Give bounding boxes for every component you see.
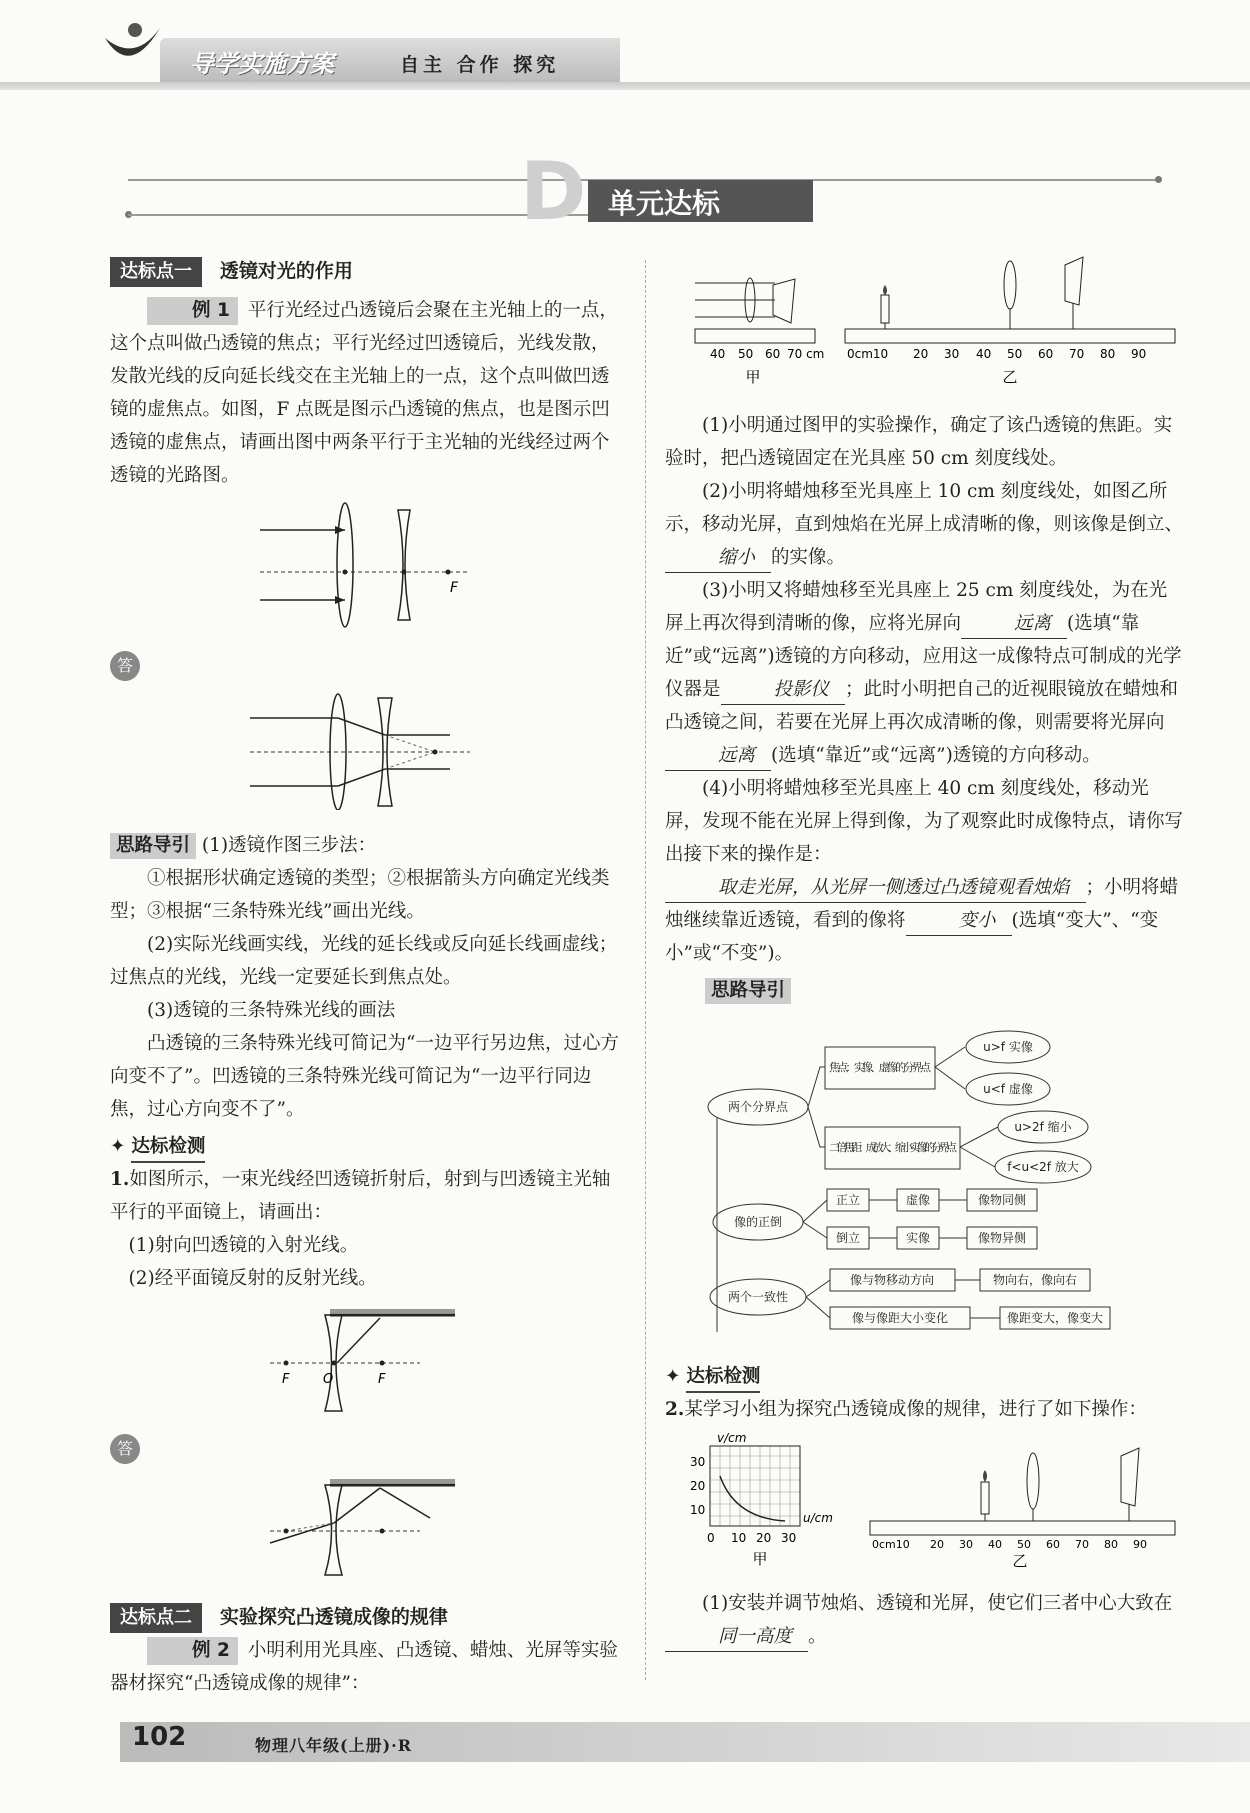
tick-label: 50 [1007,347,1023,361]
tick-label: 30 [781,1531,797,1545]
graph-y-label: v/cm [717,1431,747,1445]
mindmap-node: 像距变大，像变大 [1006,1311,1104,1325]
page-header [0,0,1250,95]
check2-s1-text: 。 [808,1626,827,1647]
guide1-l4: (3)透镜的三条特殊光线的画法 [147,1000,396,1021]
mindmap-node: 像与像距大小变化 [851,1311,949,1325]
tick-label: 20 [913,347,929,361]
mindmap-node: 像物同侧 [977,1193,1027,1207]
mindmap-node: 倒立 [835,1231,861,1245]
tick-label: 10 [690,1503,706,1517]
column-divider [645,260,646,1680]
answer-blank: 缩小 [665,544,771,573]
tick-label: 90 [1133,1538,1147,1551]
right-q3-text: ；此时小明把自己的近视眼镜放在蜡烛和凸透镜之间，若要在光屏上再次成清晰的像，则需要将光屏向 [665,679,1179,733]
mindmap-node: 二倍焦距：成放大、缩小实像的分界点 [829,1141,957,1154]
check2-label: 达标检测 [686,1363,760,1393]
tick-label: 70 [1075,1538,1089,1551]
check1-label: 达标检测 [131,1133,205,1163]
tick-label: 60 [1038,347,1054,361]
right-q3-text: (3)小明又将蜡烛移至光具座上 25 cm 刻度线处，为在光屏上再次得到清晰的像，应将光屏向 [665,580,1168,634]
right-q4-text: ；小明将蜡烛继续靠近透镜，看到的像将 [665,877,1179,931]
fig-jia-label: 甲 [745,368,761,386]
answer-blank: 同一高度 [665,1623,808,1652]
experiment-figure [665,1426,1185,1576]
mirror-diagram-question [110,1303,625,1413]
guide2-label: 思路导引 [705,978,791,1004]
mindmap-node: 像物异侧 [977,1231,1027,1245]
tick-label: 60 [765,347,781,361]
tick-label: 0 [707,1531,715,1545]
right-q4-text: (4)小明将蜡烛移至光具座上 40 cm 刻度线处，移动光屏，发现不能在光屏上得到像，为了观察此时成像特点，请你写出接下来的操作是： [665,778,1184,865]
example2-text: 小明利用光具座、凸透镜、蜡烛、光屏等实验器材探究“凸透镜成像的规律”： [110,1640,618,1694]
header-rule [0,82,1250,90]
right-column: 40 50 60 70 cm 甲 0cm10 20 30 40 50 60 70 80 90 乙 (1)小明通过图甲的实验操作，确定了该凸透镜的焦距。实验时，把凸透镜固定在光具座 50 cm 刻度线处。 (2)小明将蜡烛移至光具座上 10 cm 刻度线处，如图乙所示，移动光屏，直到烛焰在光屏上成清晰的像，则该像是倒立、缩小 的实像。 (3)小明又将蜡烛移至光具座上 25 cm 刻度线处，为在光屏上再次得到清晰的像，应将光屏向 远离 (选填“靠近”或“远离”)透镜的方向移动，应用这一成像特点可制成的光学仪器是 投影仪 ；此时小明把自己的近视眼镜放在蜡烛和凸透镜之间，若要在光屏上再次成清晰的像，则需要将光屏向远离 (选填“靠近”或“远离”)透镜的方向移动。 (4)小明将蜡烛移至光具座上 40 cm 刻度线处，移动光屏，发现不能在光屏上得到像，为了观察此时成像特点，请你写出接下来的操作是：取走光屏，从光屏一侧透过凸透镜观看烛焰 ；小明将蜡烛继续靠近透镜，看到的像将 变小 (选填“变大”、“变小”或“不变”)。 思路导引 两个分界点 焦点：实像、虚像的分界点 u>f 实像 u<f 虚像 二倍焦距：成放大、缩小实像的分界点 u>2f 缩小 f<u<2f 放大 像的正倒 正立 虚像 像物同侧 倒立 实像 像物异侧 两个一致性 像与物移动方向 物向右，像向右 像与像距大小变化 像距变大，像变大 ✦ 达标检测 2.某学习小组为探究凸透镜成像的规律，进行了如下操作： v/cm u/cm 30 20 10 0 10 20 30 甲 0cm10 20 30 40 50 60 70 80 90 乙 (1)安装并调节烛焰、透镜和光屏，使它们三者中心大致在同一高度 。 [665,255,1185,1653]
unit-rule-left [128,214,588,216]
lens-diagram-question [110,500,625,630]
focus-label: F [450,580,459,596]
page-number: 102 [132,1722,187,1752]
right-q2-text: 的实像。 [771,547,846,568]
fig-yi-label: 乙 [1012,1552,1028,1570]
answer-badge: 答 [110,651,140,681]
rule-dot [1155,176,1162,183]
mindmap-node: 像与物移动方向 [849,1273,935,1287]
tick-label: 0cm10 [872,1538,910,1551]
mindmap-node: u<f 虚像 [983,1082,1033,1096]
tick-label: 60 [1046,1538,1060,1551]
tick-label: 80 [1104,1538,1118,1551]
tick-label: 90 [1131,347,1147,361]
lens-diagram-answer [110,690,625,810]
guide1-label: 思路导引 [110,833,196,859]
mindmap-node: u>f 实像 [983,1040,1033,1054]
tick-label: 20 [756,1531,772,1545]
guide1-l2: ①根据形状确定透镜的类型；②根据箭头方向确定光线类型；③根据“三条特殊光线”画出光线。 [110,868,610,922]
check2-question: 某学习小组为探究凸透镜成像的规律，进行了如下操作： [684,1399,1147,1420]
tick-label: 10 [731,1531,747,1545]
answer-blank: 变小 [906,907,1012,936]
header-title: 导学实施方案 [190,50,334,78]
tick-label: 20 [930,1538,944,1551]
tick-label: 30 [690,1455,706,1469]
answer-blank: 远离 [665,742,771,771]
guide1-l5: 凸透镜的三条特殊光线可简记为“一边平行另边焦，过心方向变不了”。凹透镜的三条特殊光线可简记为“一边平行同边焦，过心方向变不了”。 [110,1033,619,1120]
tick-label: 20 [690,1479,706,1493]
example1-label: 例 1 [147,297,238,325]
fig-yi-label: 乙 [1002,368,1018,386]
tick-label: 50 [738,347,754,361]
mindmap-node: 虚像 [905,1193,931,1207]
tick-label: 40 [988,1538,1002,1551]
tick-label: 50 [1017,1538,1031,1551]
tick-label: 40 [976,347,992,361]
mindmap-node: 两个一致性 [727,1290,789,1304]
answer-blank: 远离 [961,610,1067,639]
fig-jia-label: 甲 [752,1550,768,1568]
point1-tag: 达标点一 [110,257,202,287]
mirror-diagram-answer [110,1473,625,1578]
check1-question: 如图所示，一束光线经凹透镜折射后，射到与凹透镜主光轴平行的平面镜上，请画出： [110,1169,611,1223]
optical-bench-figure [665,255,1185,390]
graph-x-label: u/cm [803,1511,833,1525]
point1-title: 透镜对光的作用 [219,260,353,282]
check1-a: (1)射向凹透镜的入射光线。 [128,1235,359,1256]
check2-num: 2. [665,1399,685,1420]
right-q1: (1)小明通过图甲的实验操作，确定了该凸透镜的焦距。实验时，把凸透镜固定在光具座 50 cm 刻度线处。 [665,415,1173,469]
check2-s1-text: (1)安装并调节烛焰、透镜和光屏，使它们三者中心大致在 [702,1593,1173,1614]
tick-label: 40 [710,347,726,361]
mindmap-node: 两个分界点 [727,1100,789,1114]
mindmap-node: f<u<2f 放大 [1007,1160,1079,1174]
mindmap-node: 实像 [905,1231,931,1245]
point2-tag: 达标点二 [110,1603,202,1633]
mindmap-node: 正立 [835,1193,861,1207]
point2-title: 实验探究凸透镜成像的规律 [219,1606,448,1628]
tick-label: 30 [944,347,960,361]
left-column: 达标点一 透镜对光的作用 例 1 平行光经过凸透镜后会聚在主光轴上的一点，这个点叫做凸透镜的焦点；平行光经过凹透镜后，光线发散，发散光线的反向延长线交在主光轴上的一点，这个点叫做凹透镜的虚焦点。如图，F 点既是图示凸透镜的焦点，也是图示凹透镜的虚焦点，请画出图中两条平行于主光轴的光线经过两个透镜的光路图。 F 答 思路导引 (1)透镜作图三步法： ①根据形状确定透镜的类型；②根据箭头方向确定光线类型；③根据“三条特殊光线”画出光线。 (2)实际光线画实线，光线的延长线或反向延长线画虚线；过焦点的光线，光线一定要延长到焦点处。 (3)透镜的三条特殊光线的画法 凸透镜的三条特殊光线可简记为“一边平行另边焦，过心方向变不了”。凹透镜的三条特殊光线可简记为“一边平行同边焦，过心方向变不了”。 ✦ 达标检测 1.如图所示，一束光线经凹透镜折射后，射到与凹透镜主光轴平行的平面镜上，请画出： (1)射向凹透镜的入射光线。 (2)经平面镜反射的反射光线。 F O F 答 达标点二 实验探究凸透镜成像的规律 例 2 小明利用光具座、凸透镜、蜡烛、光屏等实验器材探究“凸透镜成像的规律”： [110,255,625,1700]
answer-blank: 取走光屏，从光屏一侧透过凸透镜观看烛焰 [665,874,1086,903]
tick-label: 70 cm [787,347,825,361]
focus-label: F [282,1372,290,1387]
guide1-l3: (2)实际光线画实线，光线的延长线或反向延长线画虚线；过焦点的光线，光线一定要延长到焦点处。 [110,934,618,988]
answer-blank: 投影仪 [721,676,846,705]
example2-label: 例 2 [147,1637,238,1665]
example1-text: 平行光经过凸透镜后会聚在主光轴上的一点，这个点叫做凸透镜的焦点；平行光经过凹透镜后，光线发散，发散光线的反向延长线交在主光轴上的一点，这个点叫做凹透镜的虚焦点。如图，F 点既是图示凸透镜的焦点，也是图示凹透镜的虚焦点，请画出图中两条平行于主光轴的光线经过两个透镜的光路图。 [110,300,618,486]
tick-label: 0cm10 [847,347,889,361]
right-q3-text: (选填“靠近”或“远离”)透镜的方向移动。 [771,745,1101,766]
mind-map [665,1007,1185,1347]
focus-label: F [378,1372,386,1387]
right-q4-text: (选填“变大”、“变小”或“不变”)。 [665,910,1159,964]
tick-label: 30 [959,1538,973,1551]
unit-title: 单元达标 [608,187,721,220]
check1-b: (2)经平面镜反射的反射光线。 [128,1268,377,1289]
mindmap-node: 焦点：实像、虚像的分界点 [829,1061,931,1074]
answer-badge: 答 [110,1434,140,1464]
header-tags: 自主 合作 探究 [400,54,560,76]
guide1-l1: (1)透镜作图三步法： [201,835,377,856]
right-q2-text: (2)小明将蜡烛移至光具座上 10 cm 刻度线处，如图乙所示，移动光屏，直到烛焰在光屏上成清晰的像，则该像是倒立、 [665,481,1184,535]
center-label: O [323,1372,334,1387]
unit-letter: D [520,145,587,238]
book-title: 物理八年级(上册)·R [255,1736,413,1755]
mindmap-node: 物向右，像向右 [992,1273,1078,1287]
right-q3-text: (选填“靠近”或“远离”)透镜的方向移动，应用这一成像特点可制成的光学仪器是 [665,613,1182,700]
tick-label: 80 [1100,347,1116,361]
mindmap-node: 像的正倒 [733,1215,783,1229]
tick-label: 70 [1069,347,1085,361]
mindmap-node: u>2f 缩小 [1014,1120,1072,1134]
check1-num: 1. [110,1169,130,1190]
